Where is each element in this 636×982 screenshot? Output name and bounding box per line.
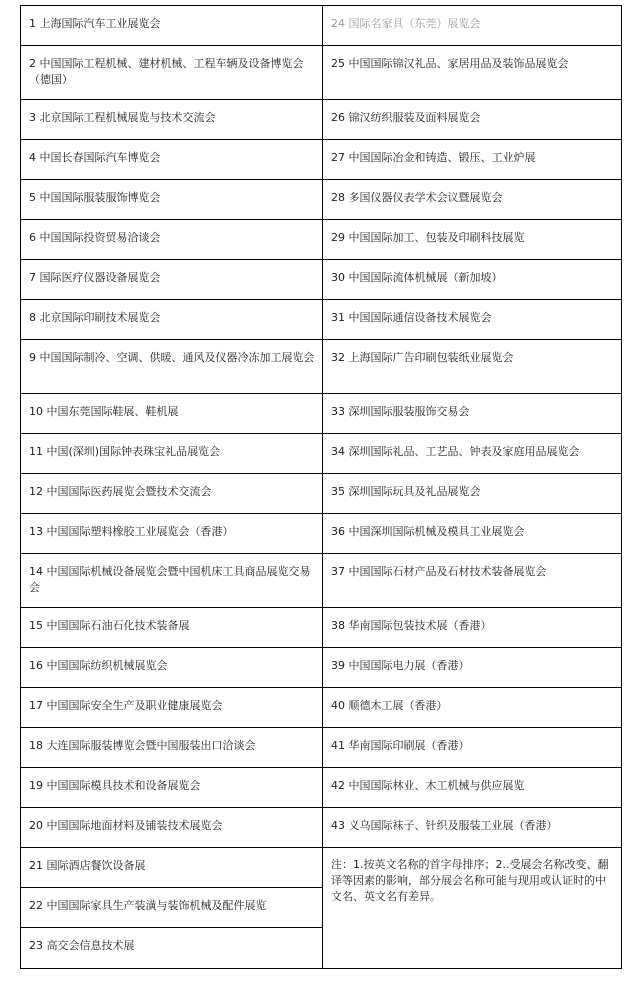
- table-cell: 28 多国仪器仪表学术会议暨展览会: [323, 180, 621, 220]
- table-cell: 7 国际医疗仪器设备展览会: [21, 260, 322, 300]
- table-cell: 20 中国国际地面材料及铺装技术展览会: [21, 808, 322, 848]
- right-column: [322, 6, 621, 968]
- table-cell: 43 义乌国际袜子、针织及服装工业展（香港）: [323, 808, 621, 848]
- table-cell: 11 中国(深圳)国际钟表珠宝礼品展览会: [21, 434, 322, 474]
- table-cell: 2 中国国际工程机械、建材机械、工程车辆及设备博览会（德国）: [21, 46, 322, 100]
- table-cell: 8 北京国际印刷技术展览会: [21, 300, 322, 340]
- table-cell: 21 国际酒店餐饮设备展: [21, 848, 322, 888]
- table-cell: 1 上海国际汽车工业展览会: [21, 6, 322, 46]
- table-note: 注：1.按英文名称的首字母排序；2..受展会名称改变、翻译等因素的影响，部分展会名称可能与现用或认证时的中文名、英文名有差异。: [331, 858, 609, 903]
- table-cell: 6 中国国际投资贸易洽谈会: [21, 220, 322, 260]
- table-cell: 29 中国国际加工、包装及印刷科技展览: [323, 220, 621, 260]
- table-cell: 31 中国国际通信设备技术展览会: [323, 300, 621, 340]
- table-cell: 13 中国国际塑料橡胶工业展览会（香港）: [21, 514, 322, 554]
- table-cell: 16 中国国际纺织机械展览会: [21, 648, 322, 688]
- table-cell: 9 中国国际制冷、空调、供暖、通风及仪器冷冻加工展览会: [21, 340, 322, 394]
- table-cell: 26 锦汉纺织服装及面料展览会: [323, 100, 621, 140]
- table-cell: 30 中国国际流体机械展（新加坡）: [323, 260, 621, 300]
- table-cell: 12 中国国际医药展览会暨技术交流会: [21, 474, 322, 514]
- exhibition-table: [20, 5, 622, 969]
- table-cell: 34 深圳国际礼品、工艺品、钟表及家庭用品展览会: [323, 434, 621, 474]
- left-column: [21, 6, 322, 968]
- table-cell: 5 中国国际服装服饰博览会: [21, 180, 322, 220]
- table-cell: 32 上海国际广告印刷包装纸业展览会: [323, 340, 621, 394]
- table-cell: 39 中国国际电力展（香港）: [323, 648, 621, 688]
- table-cell: 3 北京国际工程机械展览与技术交流会: [21, 100, 322, 140]
- table-cell: 36 中国深圳国际机械及模具工业展览会: [323, 514, 621, 554]
- table-cell: 35 深圳国际玩具及礼品展览会: [323, 474, 621, 514]
- table-cell: 17 中国国际安全生产及职业健康展览会: [21, 688, 322, 728]
- table-cell: 10 中国东莞国际鞋展、鞋机展: [21, 394, 322, 434]
- table-cell: 14 中国国际机械设备展览会暨中国机床工具商品展览交易会: [21, 554, 322, 608]
- table-cell: 24 国际名家具（东莞）展览会: [323, 6, 621, 46]
- table-cell: 37 中国国际石材产品及石材技术装备展览会: [323, 554, 621, 608]
- table-cell: 19 中国国际模具技术和设备展览会: [21, 768, 322, 808]
- table-cell: 41 华南国际印刷展（香港）: [323, 728, 621, 768]
- table-cell: 42 中国国际林业、木工机械与供应展览: [323, 768, 621, 808]
- table-cell: 33 深圳国际服装服饰交易会: [323, 394, 621, 434]
- table-cell: 38 华南国际包装技术展（香港）: [323, 608, 621, 648]
- table-cell: 22 中国国际家具生产装潢与装饰机械及配件展览: [21, 888, 322, 928]
- table-cell: 27 中国国际冶金和铸造、锻压、工业炉展: [323, 140, 621, 180]
- table-cell: 25 中国国际锦汉礼品、家居用品及装饰品展览会: [323, 46, 621, 100]
- table-cell: 4 中国长春国际汽车博览会: [21, 140, 322, 180]
- table-cell: 15 中国国际石油石化技术装备展: [21, 608, 322, 648]
- table-cell: 23 高交会信息技术展: [29, 939, 135, 952]
- table-cell: 40 顺德木工展（香港）: [323, 688, 621, 728]
- table-cell: 18 大连国际服装博览会暨中国服装出口洽谈会: [21, 728, 322, 768]
